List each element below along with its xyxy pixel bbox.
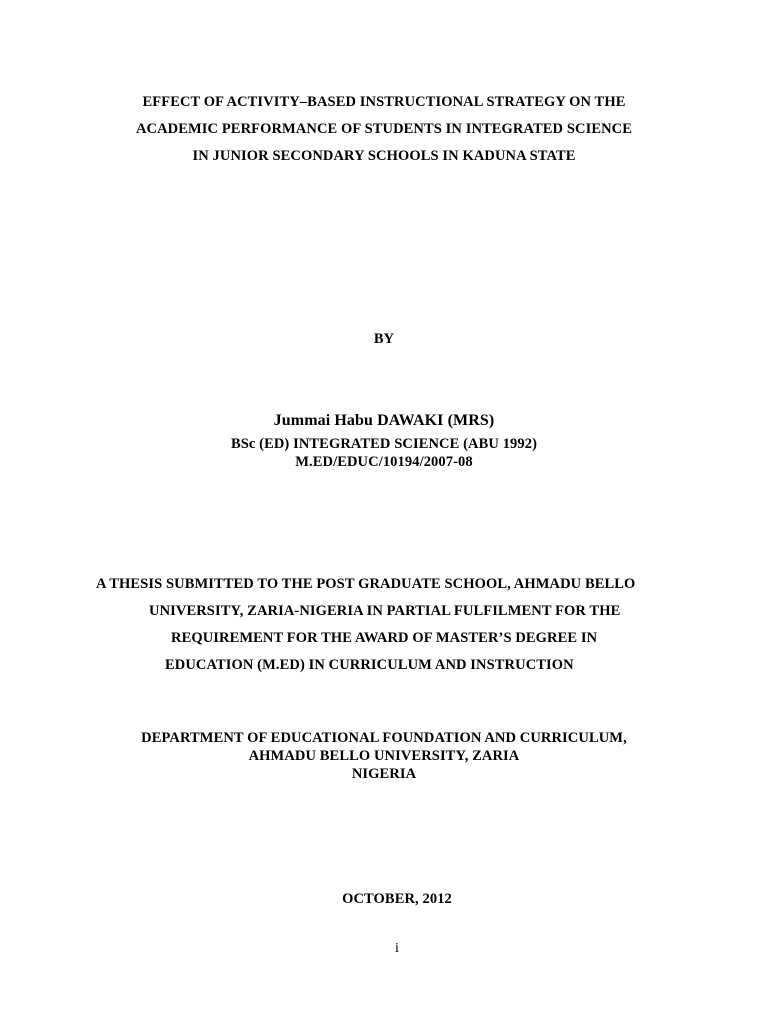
title-line-1: EFFECT OF ACTIVITY–BASED INSTRUCTIONAL STRATEGY ON THE: [142, 94, 626, 110]
thesis-statement-line-3: REQUIREMENT FOR THE AWARD OF MASTER’S DEGREE IN: [171, 630, 598, 646]
author-degree: BSc (ED) INTEGRATED SCIENCE (ABU 1992): [230, 436, 538, 452]
thesis-statement-line-4: EDUCATION (M.ED) IN CURRICULUM AND INSTRUCTION: [165, 657, 574, 673]
department-line-1: DEPARTMENT OF EDUCATIONAL FOUNDATION AND CURRICULUM,: [141, 730, 627, 746]
author-name: Jummai Habu DAWAKI (MRS): [273, 412, 495, 429]
by-label: BY: [373, 331, 395, 347]
registration-number: M.ED/EDUC/10194/2007-08: [295, 454, 473, 470]
submission-date: OCTOBER, 2012: [342, 891, 452, 907]
department-line-2: AHMADU BELLO UNIVERSITY, ZARIA: [248, 748, 520, 764]
title-line-3: IN JUNIOR SECONDARY SCHOOLS IN KADUNA STATE: [192, 148, 576, 164]
page-number: i: [395, 941, 399, 956]
thesis-statement-line-2: UNIVERSITY, ZARIA-NIGERIA IN PARTIAL FULFILMENT FOR THE: [149, 603, 621, 619]
department-line-3: NIGERIA: [351, 766, 417, 782]
title-line-2: ACADEMIC PERFORMANCE OF STUDENTS IN INTEGRATED SCIENCE: [135, 121, 633, 137]
thesis-statement-line-1: A THESIS SUBMITTED TO THE POST GRADUATE SCHOOL, AHMADU BELLO: [96, 576, 636, 592]
